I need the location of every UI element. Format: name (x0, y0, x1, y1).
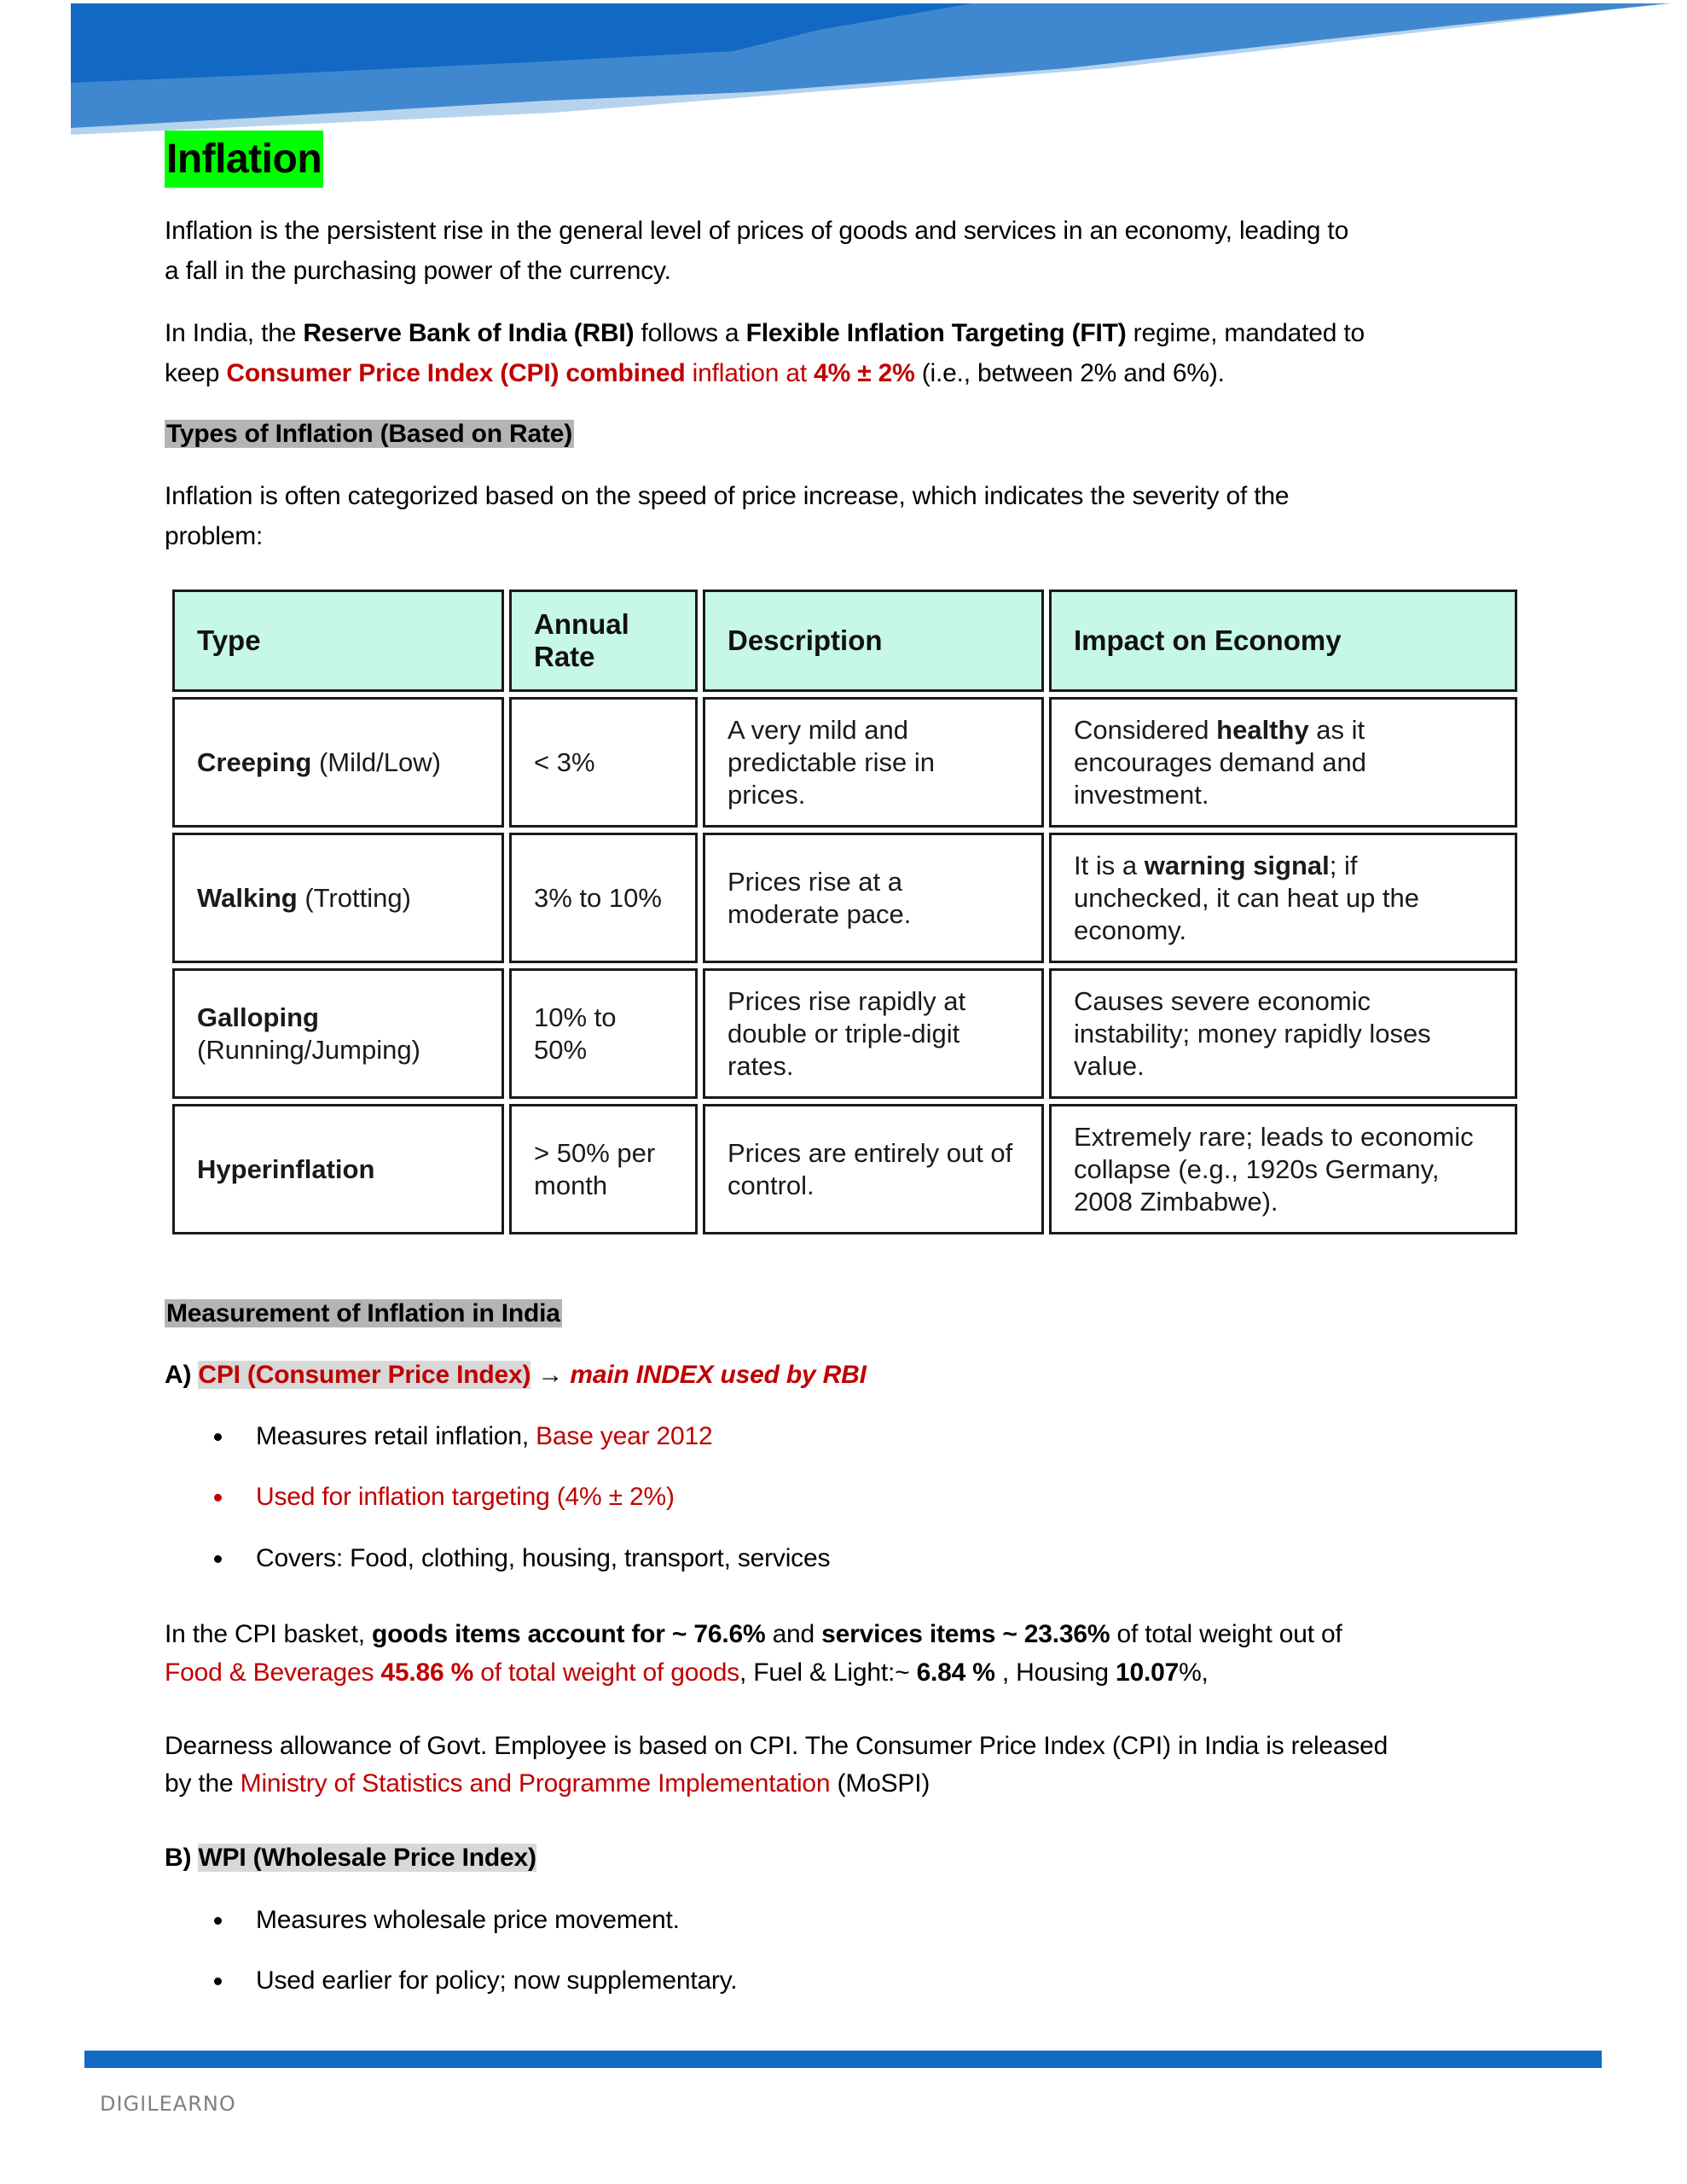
cell-type (172, 968, 504, 1099)
type-alias: (Trotting) (297, 882, 411, 913)
cpi-basket-paragraph (165, 1615, 1342, 1692)
rbi-line-2 (165, 353, 1365, 393)
types-heading-wrap (165, 418, 574, 450)
cpi-note: main INDEX used by RBI (570, 1361, 867, 1389)
wpi-bullet-2: Used earlier for policy; now supplementary. (256, 1966, 738, 1995)
rbi-name: Reserve Bank of India (RBI) (303, 319, 635, 347)
fuel-label: , Fuel & Light:~ (739, 1658, 917, 1687)
cell-impact (1049, 697, 1517, 828)
cpi-bullet-1 (256, 1416, 712, 1456)
header-type: Type (172, 590, 504, 692)
text: (MoSPI) (830, 1769, 930, 1798)
cpi-combined: Consumer Price Index (CPI) combined (226, 359, 686, 387)
text: follows a (634, 319, 746, 347)
cpi-prefix: A) (165, 1361, 199, 1389)
cell-description: A very mild and predictable rise in prices. (703, 697, 1044, 828)
cpi-subheading (165, 1359, 867, 1391)
bullet-icon (214, 1978, 222, 1985)
text: of total weight out of (1110, 1620, 1342, 1648)
ministry-name: Ministry of Statistics and Programme Implementation (240, 1769, 831, 1798)
types-intro (165, 476, 1289, 556)
text: regime, mandated to (1126, 319, 1365, 347)
footer-bar (84, 2050, 1602, 2068)
goods-share: goods items account for ~ 76.6% (372, 1620, 766, 1648)
cell-type (172, 697, 504, 828)
wpi-subheading (165, 1842, 536, 1874)
arrow-icon: → (530, 1361, 571, 1389)
intro-line-1: Inflation is the persistent rise in the general level of prices of goods and services in an economy, leading to (165, 217, 1349, 245)
text: Considered (1074, 714, 1217, 745)
wpi-prefix: B) (165, 1844, 199, 1872)
types-intro-line-2: problem: (165, 522, 264, 550)
text: and (765, 1620, 822, 1648)
cell-type (172, 1104, 504, 1234)
fit-name: Flexible Inflation Targeting (FIT) (745, 319, 1127, 347)
bullet-icon (214, 1917, 222, 1925)
text: of total weight of goods (473, 1658, 739, 1687)
text: (i.e., between 2% and 6%). (914, 359, 1225, 387)
cell-type (172, 833, 504, 963)
cell-impact (1049, 833, 1517, 963)
bullet-icon (214, 1494, 222, 1502)
cell-rate: < 3% (509, 697, 698, 828)
wpi-bullet-1: Measures wholesale price movement. (256, 1906, 680, 1934)
header-annual-rate: Annual Rate (509, 590, 698, 692)
type-name: Hyperinflation (197, 1153, 375, 1184)
type-alias: (Running/Jumping) (197, 1034, 420, 1065)
cpi-bullet-2: Used for inflation targeting (4% ± 2%) (256, 1483, 675, 1511)
intro-line-2: a fall in the purchasing power of the currency. (165, 257, 671, 285)
text: as it encourages demand and investment. (1074, 714, 1366, 810)
inflation-types-table (167, 584, 1522, 1240)
text: In India, the (165, 319, 304, 347)
cell-rate: 3% to 10% (509, 833, 698, 963)
services-share: services items ~ 23.36% (821, 1620, 1110, 1648)
table-row (172, 697, 1517, 828)
basket-line-1 (165, 1615, 1342, 1653)
cell-description: Prices are entirely out of control. (703, 1104, 1044, 1234)
food-label: Food & Beverages (165, 1658, 381, 1687)
header-banner-graphic (0, 0, 1687, 145)
text: In the CPI basket, (165, 1620, 372, 1648)
type-name: Walking (197, 882, 298, 913)
target-range: 4% ± 2% (814, 359, 915, 387)
housing-label: , Housing (994, 1658, 1116, 1687)
rbi-paragraph (165, 313, 1365, 393)
release-line-2 (165, 1765, 1388, 1803)
bullet-icon (214, 1433, 222, 1441)
text: %, (1179, 1658, 1209, 1687)
page-title: Inflation (165, 131, 323, 188)
release-line-1: Dearness allowance of Govt. Employee is based on CPI. The Consumer Price Index (CPI) in India is released (165, 1732, 1388, 1760)
fuel-share: 6.84 % (916, 1658, 995, 1687)
table-header-row (172, 590, 1517, 692)
table-row (172, 833, 1517, 963)
food-share: 45.86 % (380, 1658, 474, 1687)
emphasis: healthy (1216, 714, 1309, 745)
text: by the (165, 1769, 241, 1798)
cpi-release-paragraph (165, 1728, 1388, 1803)
text: Measures retail inflation, (256, 1422, 536, 1450)
cell-rate: 10% to 50% (509, 968, 698, 1099)
types-intro-line-1: Inflation is often categorized based on the speed of price increase, which indicates the severity of the (165, 482, 1290, 510)
cell-rate: > 50% per month (509, 1104, 698, 1234)
type-name: Galloping (197, 1002, 319, 1032)
cell-description: Prices rise rapidly at double or triple-digit rates. (703, 968, 1044, 1099)
cell-impact: Extremely rare; leads to economic collapse (e.g., 1920s Germany, 2008 Zimbabwe). (1049, 1104, 1517, 1234)
header-description: Description (703, 590, 1044, 692)
measurement-heading-wrap (165, 1298, 562, 1330)
text: inflation at (685, 359, 815, 387)
cpi-bullet-3: Covers: Food, clothing, housing, transport, services (256, 1544, 831, 1572)
types-section-heading: Types of Inflation (Based on Rate) (166, 420, 573, 448)
type-alias: (Mild/Low) (311, 746, 441, 777)
text: ; if unchecked, it can heat up the economy. (1074, 850, 1420, 945)
header-impact: Impact on Economy (1049, 590, 1517, 692)
cpi-name: CPI (Consumer Price Index) (198, 1361, 531, 1389)
text: keep (165, 359, 227, 387)
rbi-line-1 (165, 313, 1365, 353)
intro-paragraph (165, 211, 1348, 291)
table-row (172, 968, 1517, 1099)
wpi-name: WPI (Wholesale Price Index) (198, 1844, 536, 1872)
base-year: Base year 2012 (536, 1422, 713, 1450)
table-row (172, 1104, 1517, 1234)
housing-share: 10.07 (1115, 1658, 1180, 1687)
cell-description: Prices rise at a moderate pace. (703, 833, 1044, 963)
text: It is a (1074, 850, 1145, 880)
cell-impact: Causes severe economic instability; money rapidly loses value. (1049, 968, 1517, 1099)
footer-brand: DIGILEARNO (100, 2092, 236, 2116)
bullet-icon (214, 1555, 222, 1563)
type-name: Creeping (197, 746, 312, 777)
basket-line-2 (165, 1653, 1342, 1692)
measurement-section-heading: Measurement of Inflation in India (166, 1299, 560, 1327)
emphasis: warning signal (1144, 850, 1330, 880)
